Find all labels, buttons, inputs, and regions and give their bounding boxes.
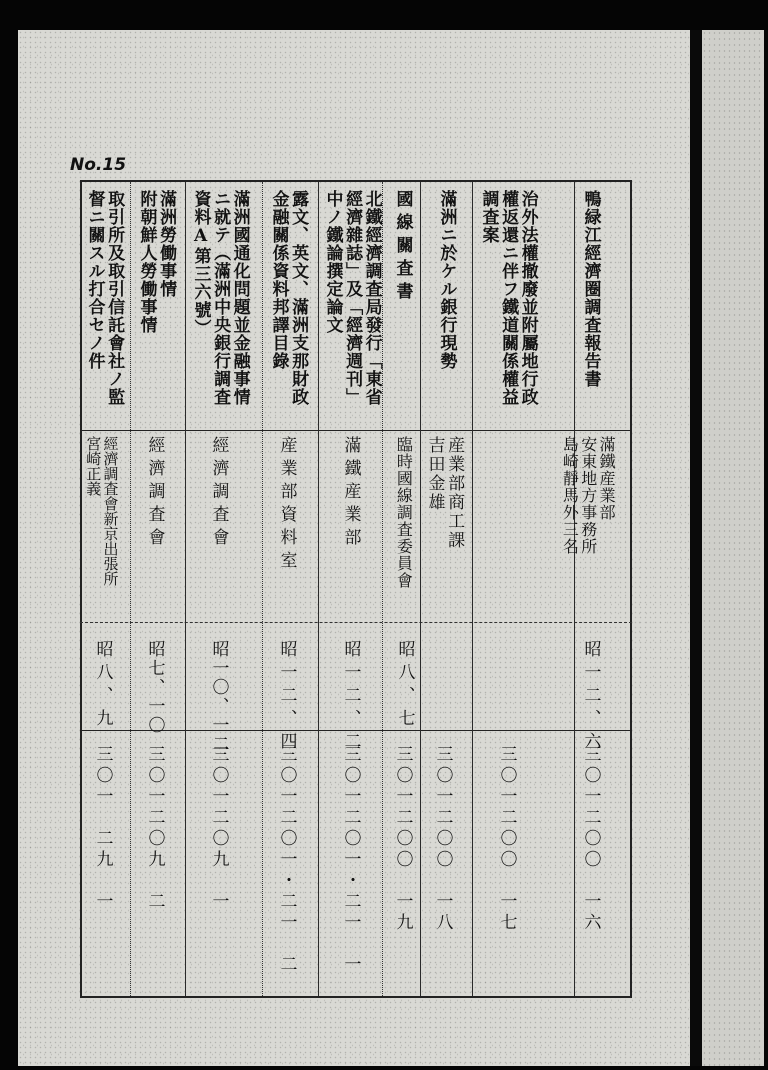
row-8-title: 滿洲勞働事情 附朝鮮人勞働事情 [136, 190, 177, 334]
row-6-title: 露文、英文、滿洲支那財政 金融關係資料邦譯目錄 [268, 190, 309, 406]
row-3-code: 三〇一二〇〇 一八 [432, 745, 453, 934]
row-1-author: 滿鐵産業部 安東地方事務所 島崎靜馬外三名 [560, 436, 617, 555]
column-divider [420, 182, 421, 996]
row-5-code: 三〇一二〇一・二一 一 [340, 745, 361, 976]
column-divider [472, 182, 473, 996]
row-3-title: 滿洲ニ於ケル銀行現勢 [436, 190, 457, 370]
divider-author-date [80, 622, 632, 623]
row-6-code: 三〇一二〇一・二一 二 [276, 745, 297, 976]
column-divider [318, 182, 319, 996]
row-3-author: 産業部商工課 吉田金雄 [424, 436, 465, 550]
column-divider [262, 182, 263, 996]
row-6-author: 産業部資料室 [276, 436, 297, 574]
row-5-author: 滿鐵産業部 [340, 436, 361, 551]
row-1-date: 昭一二、六 [580, 640, 601, 755]
row-9-code: 三〇一 二九 一 [92, 745, 113, 913]
divider-title-author [80, 430, 632, 431]
page-binding [690, 30, 702, 1066]
row-5-title: 北鐵經濟調査局發行「東省 經濟雜誌」及「經濟週刊」 中ノ鐵論撰定論文 [322, 190, 382, 406]
row-7-title: 滿洲國通化問題並金融事情 ニ就テ（滿洲中央銀行調査 資料A第三六號） [190, 190, 250, 406]
row-8-date: 昭七、一〇 [144, 640, 165, 735]
column-divider [185, 182, 186, 996]
page-number: No.15 [70, 155, 127, 175]
column-divider [382, 182, 383, 996]
row-1-code: 三〇一二〇〇 一六 [580, 745, 601, 934]
row-7-code: 三〇一二〇九 一 [208, 745, 229, 913]
row-9-author: 經濟調査會新京出張所 宮崎正義 [84, 436, 120, 586]
adjacent-page-edge [702, 30, 764, 1066]
row-8-code: 三〇一二〇九 二 [144, 745, 165, 913]
row-4-author: 臨時國線調査委員會 [394, 436, 414, 589]
row-6-date: 昭一二、四 [276, 640, 297, 755]
row-4-title: 國線關査書 [392, 190, 413, 305]
row-4-date: 昭八、七 [394, 640, 415, 732]
row-7-author: 經濟調査會 [208, 436, 229, 551]
row-1-title: 鴨緑江經濟圈調査報告書 [580, 190, 601, 388]
row-2-code: 三〇一二〇〇 一七 [496, 745, 517, 934]
row-7-date: 昭一〇、一二 [208, 640, 229, 754]
row-4-code: 三〇一二〇〇 一九 [392, 745, 413, 934]
column-divider [130, 182, 131, 996]
row-8-author: 經濟調査會 [144, 436, 165, 551]
row-5-date: 昭一二、二 [340, 640, 361, 755]
row-2-title: 治外法權撤廢並附屬地行政 權返還ニ伴フ鐵道關係權益 調査案 [478, 190, 538, 406]
row-9-title: 取引所及取引信託會社ノ監 督ニ關スル打合セノ件 [84, 190, 125, 406]
row-9-date: 昭八、九 [92, 640, 113, 732]
